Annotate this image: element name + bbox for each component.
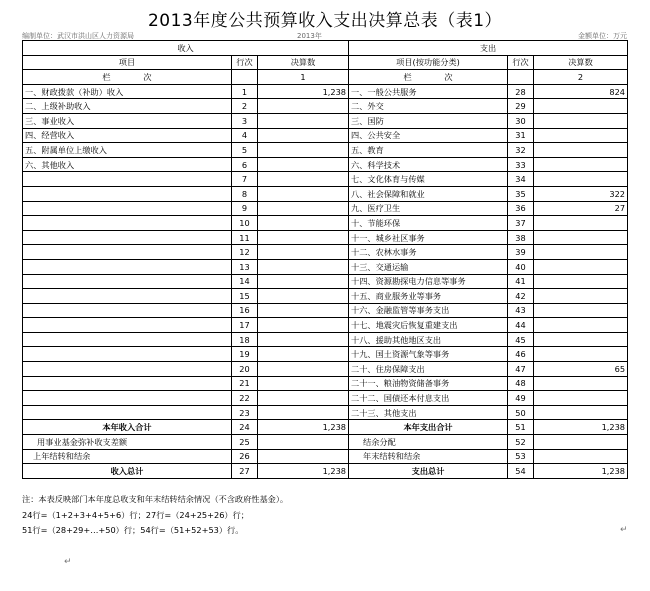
expense-amount: 322 xyxy=(534,186,628,201)
expense-item: 十八、援助其他地区支出 xyxy=(349,332,508,347)
income-row-number: 7 xyxy=(232,172,258,187)
income-row-number: 8 xyxy=(232,186,258,201)
income-item xyxy=(23,172,232,187)
expense-item: 五、教育 xyxy=(349,143,508,158)
paragraph-mark-icon: ↵ xyxy=(64,557,72,567)
expense-row-number: 38 xyxy=(508,230,534,245)
income-item xyxy=(23,289,232,304)
expense-total-row: 51 xyxy=(508,420,534,435)
income-amount xyxy=(258,216,349,231)
income-item xyxy=(23,362,232,377)
table-row xyxy=(23,391,628,406)
table-row xyxy=(23,259,628,274)
income-row-number: 23 xyxy=(232,405,258,420)
paragraph-mark-icon: ↵ xyxy=(620,525,628,535)
expense-amount xyxy=(534,274,628,289)
income-item xyxy=(23,376,232,391)
table-row xyxy=(23,362,628,377)
income-amount xyxy=(258,405,349,420)
expense-amount xyxy=(534,245,628,260)
expense-item: 二十二、国债还本付息支出 xyxy=(349,391,508,406)
table-row xyxy=(23,376,628,391)
income-amount xyxy=(258,289,349,304)
income-item: 四、经营收入 xyxy=(23,128,232,143)
expense-col-blank xyxy=(508,70,534,85)
row53-value xyxy=(534,449,628,464)
income-header: 收入 xyxy=(23,41,349,56)
income-item: 一、财政拨款（补助）收入 xyxy=(23,84,232,99)
income-row-number: 1 xyxy=(232,84,258,99)
income-row-number: 14 xyxy=(232,274,258,289)
income-row-number: 3 xyxy=(232,113,258,128)
income-row-number: 11 xyxy=(232,230,258,245)
income-item xyxy=(23,230,232,245)
expense-row-number: 32 xyxy=(508,143,534,158)
table-row xyxy=(23,405,628,420)
income-item xyxy=(23,245,232,260)
table-row xyxy=(23,128,628,143)
expense-item: 二十三、其他支出 xyxy=(349,405,508,420)
income-row-number: 18 xyxy=(232,332,258,347)
expense-row-number: 46 xyxy=(508,347,534,362)
expense-row-number: 41 xyxy=(508,274,534,289)
table-row xyxy=(23,449,628,464)
expense-item: 十、节能环保 xyxy=(349,216,508,231)
expense-amount xyxy=(534,157,628,172)
expense-item: 三、国防 xyxy=(349,113,508,128)
income-amount xyxy=(258,303,349,318)
income-row-number: 17 xyxy=(232,318,258,333)
table-row xyxy=(23,172,628,187)
expense-item: 七、文化体育与传媒 xyxy=(349,172,508,187)
expense-amount xyxy=(534,113,628,128)
income-row-number: 16 xyxy=(232,303,258,318)
income-amount xyxy=(258,274,349,289)
expense-row-number: 43 xyxy=(508,303,534,318)
table-row xyxy=(23,216,628,231)
expense-amount xyxy=(534,347,628,362)
table-row xyxy=(23,113,628,128)
expense-amount-header: 决算数 xyxy=(534,55,628,70)
expense-row-number: 36 xyxy=(508,201,534,216)
expense-row-number: 47 xyxy=(508,362,534,377)
expense-amount xyxy=(534,128,628,143)
income-amount xyxy=(258,245,349,260)
income-item: 二、上级补助收入 xyxy=(23,99,232,114)
expense-item: 十二、农林水事务 xyxy=(349,245,508,260)
income-row-header: 行次 xyxy=(232,55,258,70)
expense-row-number: 44 xyxy=(508,318,534,333)
row26-num: 26 xyxy=(232,449,258,464)
note-line-1: 注：本表反映部门本年度总收支和年末结转结余情况（不含政府性基金）。 xyxy=(22,494,289,504)
income-item: 五、附属单位上缴收入 xyxy=(23,143,232,158)
expense-amount xyxy=(534,391,628,406)
expense-row-number: 40 xyxy=(508,259,534,274)
table-row xyxy=(23,332,628,347)
column-header-row xyxy=(23,55,628,70)
expense-row-number: 49 xyxy=(508,391,534,406)
expense-row-number: 29 xyxy=(508,99,534,114)
income-amount xyxy=(258,99,349,114)
expense-row-number: 31 xyxy=(508,128,534,143)
income-row-number: 6 xyxy=(232,157,258,172)
row52-num: 52 xyxy=(508,435,534,450)
income-amount xyxy=(258,128,349,143)
table-row xyxy=(23,303,628,318)
row53-num: 53 xyxy=(508,449,534,464)
income-amount xyxy=(258,157,349,172)
expense-item: 十一、城乡社区事务 xyxy=(349,230,508,245)
row52-value xyxy=(534,435,628,450)
income-amount xyxy=(258,347,349,362)
expense-header: 支出 xyxy=(349,41,628,56)
table-row xyxy=(23,318,628,333)
income-item xyxy=(23,318,232,333)
expense-row-number: 33 xyxy=(508,157,534,172)
row25-label: 用事业基金弥补收支差额 xyxy=(23,435,232,450)
income-row-number: 21 xyxy=(232,376,258,391)
row25-value xyxy=(258,435,349,450)
grand-income-value: 1,238 xyxy=(258,464,349,479)
income-amount xyxy=(258,376,349,391)
expense-row-number: 28 xyxy=(508,84,534,99)
income-row-number: 12 xyxy=(232,245,258,260)
income-total-row: 24 xyxy=(232,420,258,435)
column-index-row xyxy=(23,70,628,85)
table-row xyxy=(23,99,628,114)
table-row xyxy=(23,84,628,99)
row26-label: 上年结转和结余 xyxy=(23,449,232,464)
table-row xyxy=(23,245,628,260)
row26-value xyxy=(258,449,349,464)
income-item xyxy=(23,347,232,362)
table-row xyxy=(23,230,628,245)
income-amount xyxy=(258,318,349,333)
income-item xyxy=(23,391,232,406)
expense-amount xyxy=(534,376,628,391)
expense-total-label: 本年支出合计 xyxy=(349,420,508,435)
income-amount xyxy=(258,259,349,274)
grand-expense-row: 54 xyxy=(508,464,534,479)
expense-item: 六、科学技术 xyxy=(349,157,508,172)
table-row xyxy=(23,347,628,362)
currency-unit: 金额单位：万元 xyxy=(578,32,627,40)
summary-rows xyxy=(23,420,628,478)
expense-item: 二、外交 xyxy=(349,99,508,114)
income-row-number: 9 xyxy=(232,201,258,216)
expense-amount xyxy=(534,303,628,318)
income-item xyxy=(23,201,232,216)
expense-col-index: 2 xyxy=(534,70,628,85)
income-item xyxy=(23,405,232,420)
table-row xyxy=(23,157,628,172)
expense-row-number: 42 xyxy=(508,289,534,304)
expense-row-number: 34 xyxy=(508,172,534,187)
grand-income-label: 收入总计 xyxy=(23,464,232,479)
income-row-number: 4 xyxy=(232,128,258,143)
income-row-number: 2 xyxy=(232,99,258,114)
income-item: 六、其他收入 xyxy=(23,157,232,172)
income-row-number: 20 xyxy=(232,362,258,377)
grand-expense-label: 支出总计 xyxy=(349,464,508,479)
expense-amount: 824 xyxy=(534,84,628,99)
expense-item: 二十一、粮油物资储备事务 xyxy=(349,376,508,391)
expense-col-label: 栏 次 xyxy=(349,70,508,85)
grand-income-row: 27 xyxy=(232,464,258,479)
expense-amount xyxy=(534,172,628,187)
expense-item: 十七、地震灾后恢复重建支出 xyxy=(349,318,508,333)
income-row-number: 5 xyxy=(232,143,258,158)
expense-item-header: 项目(按功能分类) xyxy=(349,55,508,70)
expense-row-number: 45 xyxy=(508,332,534,347)
table-row xyxy=(23,274,628,289)
expense-amount xyxy=(534,318,628,333)
income-col-blank xyxy=(232,70,258,85)
expense-amount: 65 xyxy=(534,362,628,377)
expense-item: 四、公共安全 xyxy=(349,128,508,143)
income-item: 三、事业收入 xyxy=(23,113,232,128)
income-item xyxy=(23,259,232,274)
compiling-unit: 编制单位：武汉市洪山区人力资源局 xyxy=(22,32,134,40)
expense-amount xyxy=(534,99,628,114)
expense-row-header: 行次 xyxy=(508,55,534,70)
expense-amount xyxy=(534,289,628,304)
expense-item: 十六、金融监管等事务支出 xyxy=(349,303,508,318)
expense-amount xyxy=(534,216,628,231)
income-item-header: 项目 xyxy=(23,55,232,70)
income-amount xyxy=(258,113,349,128)
expense-row-number: 30 xyxy=(508,113,534,128)
expense-item: 八、社会保障和就业 xyxy=(349,186,508,201)
income-amount xyxy=(258,230,349,245)
income-amount xyxy=(258,332,349,347)
income-amount xyxy=(258,201,349,216)
note-line-2: 24行=（1+2+3+4+5+6）行；27行=（24+25+26）行； xyxy=(22,510,249,520)
income-row-number: 13 xyxy=(232,259,258,274)
table-row xyxy=(23,143,628,158)
income-item xyxy=(23,216,232,231)
expense-item: 一、一般公共服务 xyxy=(349,84,508,99)
table-row xyxy=(23,201,628,216)
total-row xyxy=(23,420,628,435)
income-total-label: 本年收入合计 xyxy=(23,420,232,435)
expense-row-number: 50 xyxy=(508,405,534,420)
expense-item: 九、医疗卫生 xyxy=(349,201,508,216)
report-year: 2013年 xyxy=(297,32,322,40)
expense-item: 十九、国土资源气象等事务 xyxy=(349,347,508,362)
income-amount xyxy=(258,391,349,406)
income-amount xyxy=(258,186,349,201)
note-line-3: 51行=（28+29+…+50）行；54行=（51+52+53）行。 xyxy=(22,525,244,535)
expense-amount xyxy=(534,230,628,245)
expense-amount xyxy=(534,332,628,347)
row52-label: 结余分配 xyxy=(349,435,508,450)
grand-expense-value: 1,238 xyxy=(534,464,628,479)
income-item xyxy=(23,186,232,201)
budget-table xyxy=(22,40,628,479)
expense-item: 十四、资源勘探电力信息等事务 xyxy=(349,274,508,289)
income-row-number: 15 xyxy=(232,289,258,304)
income-row-number: 10 xyxy=(232,216,258,231)
expense-amount xyxy=(534,405,628,420)
income-item xyxy=(23,303,232,318)
expense-row-number: 35 xyxy=(508,186,534,201)
table-row xyxy=(23,435,628,450)
table-row xyxy=(23,289,628,304)
row25-num: 25 xyxy=(232,435,258,450)
expense-item: 二十、住房保障支出 xyxy=(349,362,508,377)
expense-amount xyxy=(534,143,628,158)
expense-row-number: 48 xyxy=(508,376,534,391)
expense-amount: 27 xyxy=(534,201,628,216)
expense-amount xyxy=(534,259,628,274)
income-item xyxy=(23,274,232,289)
income-item xyxy=(23,332,232,347)
grand-total-row xyxy=(23,464,628,479)
expense-item: 十五、商业服务业等事务 xyxy=(349,289,508,304)
income-total-value: 1,238 xyxy=(258,420,349,435)
income-amount xyxy=(258,362,349,377)
income-amount xyxy=(258,172,349,187)
income-amount-header: 决算数 xyxy=(258,55,349,70)
income-amount xyxy=(258,143,349,158)
income-row-number: 19 xyxy=(232,347,258,362)
data-rows xyxy=(23,84,628,420)
income-col-label: 栏 次 xyxy=(23,70,232,85)
income-amount: 1,238 xyxy=(258,84,349,99)
expense-row-number: 39 xyxy=(508,245,534,260)
row53-label: 年末结转和结余 xyxy=(349,449,508,464)
expense-item: 十三、交通运输 xyxy=(349,259,508,274)
expense-total-value: 1,238 xyxy=(534,420,628,435)
income-row-number: 22 xyxy=(232,391,258,406)
page-title: 2013年度公共预算收入支出决算总表（表1） xyxy=(147,11,503,31)
table-row xyxy=(23,186,628,201)
income-col-index: 1 xyxy=(258,70,349,85)
group-header-row xyxy=(23,41,628,56)
expense-row-number: 37 xyxy=(508,216,534,231)
